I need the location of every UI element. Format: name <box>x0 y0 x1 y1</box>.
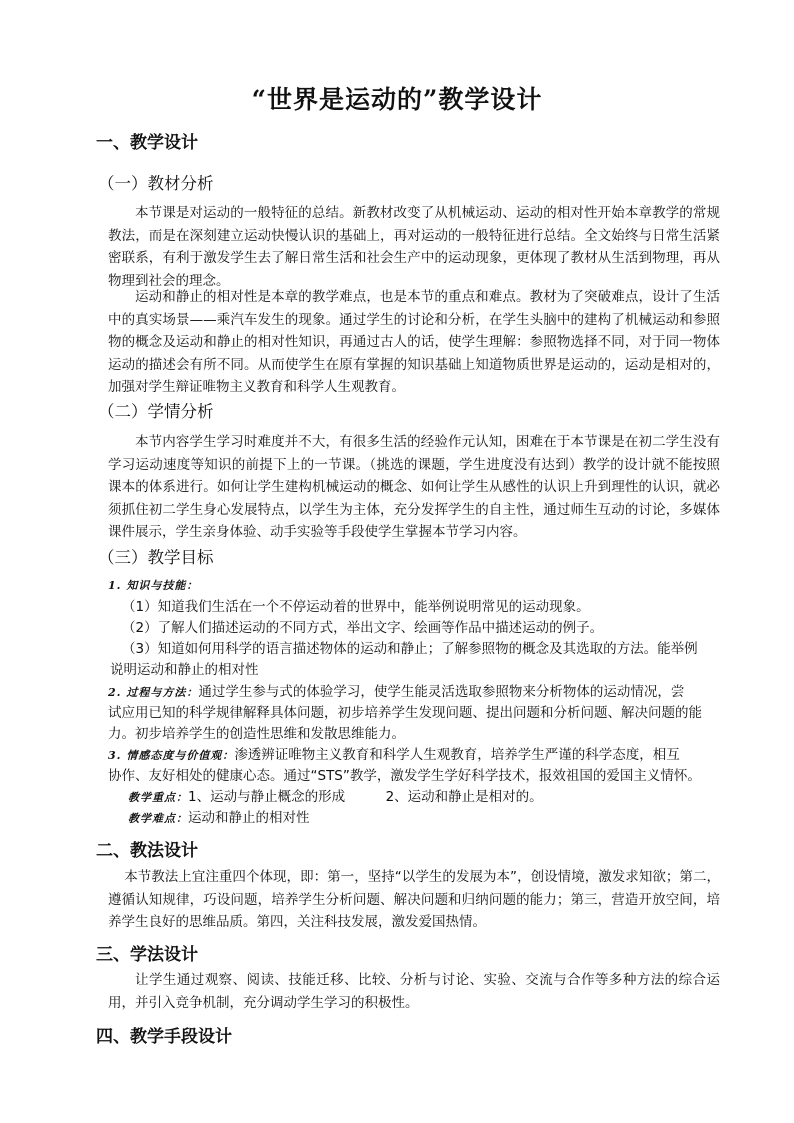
method-design-paragraph: 本节教法上宜注重四个体现，即：第一，坚持“以学生的发展为本”，创设情境，激发求知欲；第二，遵循认知规律，巧设问题，培养学生分析问题、解决问题和归纳问题的能力；第三，营造开放空间，培养学生良好的思维品质。第四，关注科技发展，激发爱国热情。 <box>108 869 720 931</box>
material-analysis-paragraph-1: 本节课是对运动的一般特征的总结。新教材改变了从机械运动、运动的相对性开始本章教学的常规教法，而是在深刻建立运动快慢认识的基础上，再对运动的一般特征进行总结。全文始终与日常生活紧密联系，有利于激发学生去了解日常生活和社会生产中的运动现象，更体现了教材从生活到物理，再从物理到社会的理念。 <box>108 205 720 289</box>
goal-knowledge-item-3-line-2: 说明运动和静止的相对性 <box>110 662 259 678</box>
subsection-heading-learner-analysis: （二）学情分析 <box>98 402 214 421</box>
goal-attitude-line-2: 协作、友好相处的健康心态。通过“STS”教学，激发学生学好科学技术，报效祖国的爱国主义情怀。 <box>108 768 701 784</box>
goal-process-line-2: 试应用已知的科学规律解释具体问题，初步培养学生发现问题、提出问题和分析问题、解决问题的能 <box>108 705 702 721</box>
subsection-heading-teaching-goals: （三）教学目标 <box>98 548 214 567</box>
teaching-key-text: 1、运动与静止概念的形成 2、运动和静止是相对的。 <box>188 789 543 805</box>
section-heading-learning-design: 三、学法设计 <box>96 945 198 965</box>
goal-attitude-text-1: 渗透辨证唯物主义教育和科学人生观教育，培养学生严谨的科学态度，相互 <box>234 747 680 763</box>
goal-attitude-label: 3. 情感态度与价值观： <box>108 749 235 762</box>
teaching-key-points <box>128 787 543 808</box>
goal-knowledge-item-3-line-1: （3）知道如何用科学的语言描述物体的运动和静止；了解参照物的概念及其选取的方法。能举例 <box>122 641 698 657</box>
learner-analysis-paragraph: 本节内容学生学习时难度并不大，有很多生活的经验作元认知，困难在于本节课是在初二学生没有学习运动速度等知识的前提下上的一节课。（挑选的课题，学生进度没有达到）教学的设计就不能按照课本的体系进行。如何让学生建构机械运动的概念、如何让学生从感性的认识上升到理性的认识，就必须抓住初二学生身心发展特点，以学生为主体，充分发挥学生的自主性，通过师生互动的讨论，多媒体课件展示，学生亲身体验、动手实验等手段使学生掌握本节学习内容。 <box>108 434 720 541</box>
goal-process-text-1: 通过学生参与式的体验学习，使学生能灵活选取参照物来分析物体的运动情况，尝 <box>198 684 685 700</box>
document-title: “世界是运动的”教学设计 <box>251 85 543 114</box>
goal-knowledge-item-1: （1）知道我们生活在一个不停运动着的世界中，能举例说明常见的运动现象。 <box>122 599 590 615</box>
teaching-difficulty-text: 运动和静止的相对性 <box>188 810 310 826</box>
goal-knowledge-label: 1. 知识与技能： <box>108 579 199 592</box>
learning-design-paragraph: 让学生通过观察、阅读、技能迁移、比较、分析与讨论、实验、交流与合作等多种方法的综合运用，并引入竞争机制，充分调动学生学习的积极性。 <box>108 972 720 1011</box>
goal-knowledge-item-2: （2）了解人们描述运动的不同方式，举出文字、绘画等作品中描述运动的例子。 <box>122 620 604 636</box>
teaching-key-label: 教学重点： <box>128 791 188 804</box>
goal-process-label: 2. 过程与方法： <box>108 686 199 699</box>
section-heading-method-design: 二、教法设计 <box>96 841 198 861</box>
goal-attitude-line-1 <box>108 745 680 766</box>
goal-process-line-3: 力。初步培养学生的创造性思维和发散思维能力。 <box>108 726 405 742</box>
material-analysis-paragraph-2: 运动和静止的相对性是本章的教学难点，也是本节的重点和难点。教材为了突破难点，设计了生活中的真实场景——乘汽车发生的现象。通过学生的讨论和分析，在学生头脑中的建构了机械运动和参照物的概念及运动和静止的相对性知识，再通过古人的话，使学生理解：参照物选择不同，对于同一物体运动的描述会有所不同。从而使学生在原有掌握的知识基础上知道物质世界是运动的，运动是相对的，加强对学生辩证唯物主义教育和科学人生观教育。 <box>108 289 720 396</box>
teaching-difficulty-label: 教学难点： <box>128 812 188 825</box>
section-heading-means-design: 四、教学手段设计 <box>96 1027 232 1047</box>
goal-process-line-1 <box>108 682 684 703</box>
subsection-heading-material-analysis: （一）教材分析 <box>98 174 214 193</box>
section-heading-teaching-design: 一、教学设计 <box>96 133 198 153</box>
teaching-difficulties <box>128 808 310 829</box>
